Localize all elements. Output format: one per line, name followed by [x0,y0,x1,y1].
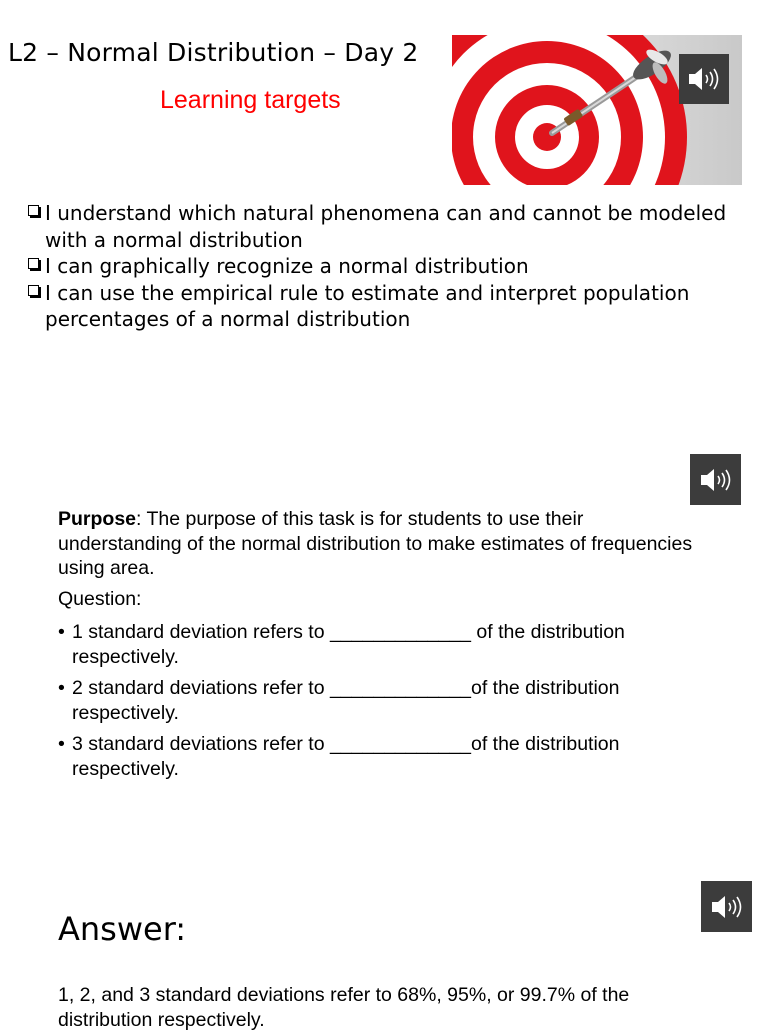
list-item [28,253,748,280]
audio-button[interactable] [701,881,752,932]
question-list [58,620,698,788]
checkbox-icon [28,285,39,296]
target-text: I understand which natural phenomena can and cannot be modeled with a normal distribution [45,201,727,252]
answer-heading: Answer: [58,910,187,948]
list-item: • 1 standard deviation refers to _____________ of the distribution respectively. [58,620,698,669]
audio-button[interactable] [679,54,729,104]
checkbox-icon [28,258,39,269]
purpose-paragraph [58,507,698,581]
list-item: • 3 standard deviations refer to _____________of the distribution respectively. [58,732,698,781]
speaker-icon [699,466,733,494]
question-label: Question: [58,588,142,610]
answer-text: 1, 2, and 3 standard deviations refer to 68%, 95%, or 99.7% of the distribution respectively. [58,984,630,1031]
slide-title: L2 – Normal Distribution – Day 2 [8,38,419,67]
target-text: I can use the empirical rule to estimate and interpret population percentages of a normal distribution [45,280,690,331]
list-item: • 2 standard deviations refer to _____________of the distribution respectively. [58,676,698,725]
checkbox-icon [28,205,39,216]
list-item [28,280,748,333]
learning-targets-heading: Learning targets [160,86,341,114]
learning-targets-list [28,200,748,333]
purpose-text: : The purpose of this task is for students to use their understanding of the normal distribution to make estimates of frequencies using area. [58,508,693,579]
list-item [28,200,748,253]
speaker-icon [687,65,721,93]
audio-button[interactable] [690,454,741,505]
speaker-icon [710,893,744,921]
target-text: I can graphically recognize a normal distribution [45,254,529,278]
purpose-label: Purpose [58,508,137,530]
